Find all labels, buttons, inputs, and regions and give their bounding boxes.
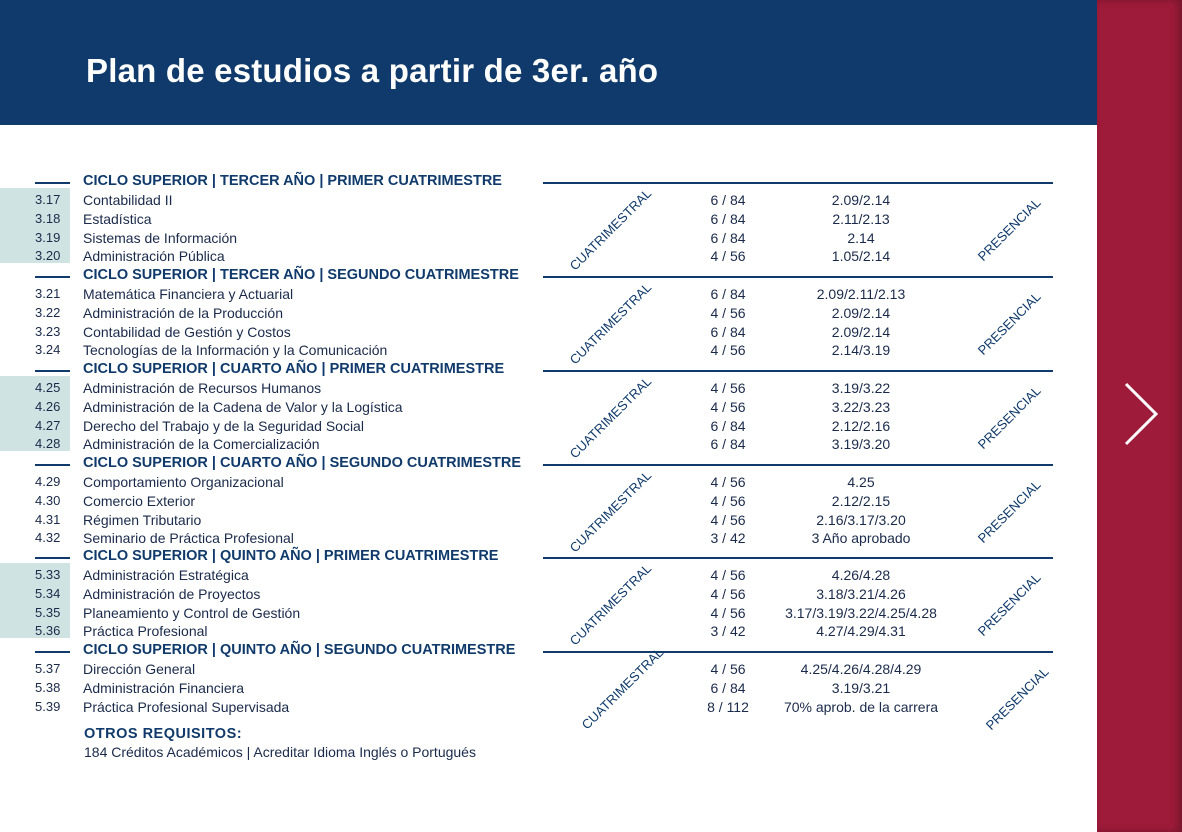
course-prerequisites: 3.19/3.22 [831, 380, 891, 396]
course-prerequisites: 2.12/2.16 [831, 417, 891, 434]
course-code: 4.29 [35, 474, 61, 489]
course-prerequisites: 2.09/2.14 [831, 323, 891, 340]
course-prerequisites: 70% aprob. de la carrera [783, 698, 939, 715]
section-title: CICLO SUPERIOR | QUINTO AÑO | SEGUNDO CUATRIMESTRE [83, 642, 516, 658]
table-row [0, 680, 1097, 698]
divider-right [543, 182, 1053, 184]
course-hours: 4 / 56 [710, 304, 746, 321]
course-hours: 6 / 84 [710, 192, 746, 208]
course-prerequisites: 2.09/2.11/2.13 [816, 286, 906, 302]
course-name: Contabilidad de Gestión y Costos [83, 323, 291, 340]
divider-left [35, 276, 70, 278]
course-name: Dirección General [83, 661, 196, 677]
section-title: CICLO SUPERIOR | TERCER AÑO | PRIMER CUATRIMESTRE [83, 173, 502, 189]
table-row [0, 474, 1097, 492]
course-code: 5.38 [35, 679, 61, 695]
course-hours: 6 / 84 [710, 417, 746, 434]
table-row [0, 567, 1097, 585]
course-prerequisites: 3.19/3.21 [831, 679, 891, 696]
divider-left [35, 557, 70, 559]
course-hours: 4 / 56 [710, 567, 746, 583]
course-hours: 4 / 56 [710, 492, 746, 509]
modality-label: CUATRIMESTRAL [566, 373, 655, 461]
course-name: Administración Pública [83, 248, 225, 265]
next-page-button[interactable] [1118, 380, 1166, 448]
course-code: 5.34 [35, 585, 61, 601]
divider-left [35, 651, 70, 653]
course-name: Matemática Financiera y Actuarial [83, 286, 294, 302]
course-hours: 4 / 56 [710, 604, 746, 621]
course-hours: 6 / 84 [710, 679, 746, 696]
course-code: 3.20 [35, 248, 61, 264]
divider-right [543, 557, 1053, 559]
page-title: Plan de estudios a partir de 3er. año [86, 52, 659, 89]
course-prerequisites: 4.25/4.26/4.28/4.29 [800, 661, 922, 677]
section-title: CICLO SUPERIOR | CUARTO AÑO | PRIMER CUATRIMESTRE [83, 361, 505, 377]
table-row [0, 493, 1097, 511]
course-code: 4.26 [35, 398, 61, 414]
course-prerequisites: 3.17/3.19/3.22/4.25/4.28 [785, 604, 937, 621]
course-hours: 4 / 56 [710, 474, 746, 490]
course-hours: 8 / 112 [707, 698, 749, 715]
course-prerequisites: 2.12/2.15 [831, 492, 891, 509]
course-code: 4.27 [35, 417, 61, 433]
course-code: 4.28 [35, 436, 61, 452]
divider-left [35, 464, 70, 466]
attendance-label: PRESENCIAL [974, 194, 1044, 264]
course-hours: 4 / 56 [710, 511, 746, 528]
modality-label: CUATRIMESTRAL [566, 185, 655, 273]
section-title: CICLO SUPERIOR | QUINTO AÑO | PRIMER CUATRIMESTRE [83, 548, 499, 564]
course-prerequisites: 2.09/2.14 [831, 192, 891, 208]
course-name: Sistemas de Información [83, 229, 238, 246]
course-hours: 4 / 56 [710, 248, 746, 265]
chevron-right-icon [1118, 380, 1166, 448]
course-prerequisites: 1.05/2.14 [831, 248, 891, 265]
attendance-label: PRESENCIAL [974, 569, 1044, 639]
course-name: Administración de Proyectos [83, 585, 261, 602]
course-name: Administración de Recursos Humanos [83, 380, 322, 396]
course-name: Administración de la Comercialización [83, 436, 320, 453]
course-hours: 6 / 84 [710, 229, 746, 246]
attendance-label: PRESENCIAL [974, 476, 1044, 546]
course-hours: 6 / 84 [710, 210, 746, 227]
modality-label: CUATRIMESTRAL [566, 560, 655, 648]
course-code: 5.33 [35, 567, 61, 582]
table-row [0, 699, 1097, 717]
course-code: 3.24 [35, 342, 61, 358]
course-name: Estadística [83, 210, 152, 227]
course-name: Práctica Profesional Supervisada [83, 698, 290, 715]
course-prerequisites: 4.27/4.29/4.31 [816, 623, 906, 640]
course-name: Derecho del Trabajo y de la Seguridad Social [83, 417, 364, 434]
course-code: 4.31 [35, 511, 61, 527]
divider-left [35, 182, 70, 184]
divider-left [35, 370, 70, 372]
course-prerequisites: 3.22/3.23 [831, 398, 891, 415]
course-hours: 4 / 56 [710, 585, 746, 602]
attendance-label: PRESENCIAL [974, 382, 1044, 452]
course-prerequisites: 2.14 [847, 229, 875, 246]
table-row [0, 305, 1097, 323]
table-row [0, 436, 1097, 454]
course-code: 5.35 [35, 604, 61, 620]
table-row [0, 211, 1097, 229]
course-prerequisites: 2.14/3.19 [831, 342, 891, 359]
course-prerequisites: 3.19/3.20 [831, 436, 891, 453]
course-name: Planeamiento y Control de Gestión [83, 604, 301, 621]
table-row [0, 399, 1097, 417]
course-hours: 4 / 56 [710, 342, 746, 359]
section-title: CICLO SUPERIOR | CUARTO AÑO | SEGUNDO CUATRIMESTRE [83, 455, 522, 471]
course-hours: 6 / 84 [710, 323, 746, 340]
course-name: Administración Financiera [83, 679, 245, 696]
course-code: 3.19 [35, 229, 61, 245]
table-row [0, 512, 1097, 530]
course-prerequisites: 2.16/3.17/3.20 [816, 511, 906, 528]
course-hours: 6 / 84 [710, 436, 746, 453]
table-row [0, 530, 1097, 548]
table-row [0, 286, 1097, 304]
course-name: Comercio Exterior [83, 492, 196, 509]
table-row [0, 248, 1097, 266]
course-name: Administración de la Cadena de Valor y la Logística [83, 398, 403, 415]
course-code: 3.21 [35, 286, 61, 301]
course-code: 5.39 [35, 698, 61, 714]
attendance-label: PRESENCIAL [974, 288, 1044, 358]
course-code: 4.32 [35, 530, 61, 546]
course-name: Práctica Profesional [83, 623, 208, 640]
table-row [0, 324, 1097, 342]
table-row [0, 230, 1097, 248]
course-hours: 4 / 56 [710, 380, 746, 396]
table-row [0, 605, 1097, 623]
course-code: 4.30 [35, 492, 61, 508]
table-row [0, 623, 1097, 641]
course-name: Administración Estratégica [83, 567, 249, 583]
table-row [0, 342, 1097, 360]
divider-right [543, 651, 1053, 653]
course-name: Comportamiento Organizacional [83, 474, 284, 490]
section-title: CICLO SUPERIOR | TERCER AÑO | SEGUNDO CUATRIMESTRE [83, 267, 519, 283]
divider-right [543, 370, 1053, 372]
table-row [0, 586, 1097, 604]
table-row [0, 661, 1097, 679]
course-hours: 6 / 84 [710, 286, 746, 302]
course-code: 5.36 [35, 623, 61, 639]
other-requirements-title: OTROS REQUISITOS: [84, 726, 243, 742]
course-hours: 3 / 42 [710, 623, 746, 640]
course-prerequisites: 2.09/2.14 [831, 304, 891, 321]
table-row [0, 418, 1097, 436]
course-prerequisites: 2.11/2.13 [832, 210, 890, 227]
header-bar [0, 0, 1097, 125]
course-code: 3.17 [35, 192, 61, 207]
course-prerequisites: 3 Año aprobado [811, 530, 911, 547]
course-name: Tecnologías de la Información y la Comunicación [83, 342, 388, 359]
course-name: Administración de la Producción [83, 304, 283, 321]
modality-label: CUATRIMESTRAL [578, 644, 667, 733]
modality-label: CUATRIMESTRAL [566, 467, 655, 555]
course-code: 3.18 [35, 210, 61, 226]
course-name: Seminario de Práctica Profesional [83, 530, 294, 547]
course-prerequisites: 3.18/3.21/4.26 [816, 585, 906, 602]
course-prerequisites: 4.26/4.28 [831, 567, 891, 583]
course-hours: 4 / 56 [710, 661, 746, 677]
course-code: 4.25 [35, 380, 61, 395]
course-hours: 3 / 42 [710, 530, 746, 547]
course-code: 3.22 [35, 304, 61, 320]
course-hours: 4 / 56 [710, 398, 746, 415]
modality-label: CUATRIMESTRAL [566, 279, 655, 367]
divider-right [543, 464, 1053, 466]
table-row [0, 192, 1097, 210]
course-name: Régimen Tributario [83, 511, 202, 528]
course-code: 3.23 [35, 323, 61, 339]
attendance-label: PRESENCIAL [982, 664, 1052, 734]
course-prerequisites: 4.25 [847, 474, 875, 490]
course-name: Contabilidad II [83, 192, 173, 208]
divider-right [543, 276, 1053, 278]
course-code: 5.37 [35, 661, 61, 676]
other-requirements-text: 184 Créditos Académicos | Acreditar Idioma Inglés o Portugués [84, 744, 476, 760]
table-row [0, 380, 1097, 398]
